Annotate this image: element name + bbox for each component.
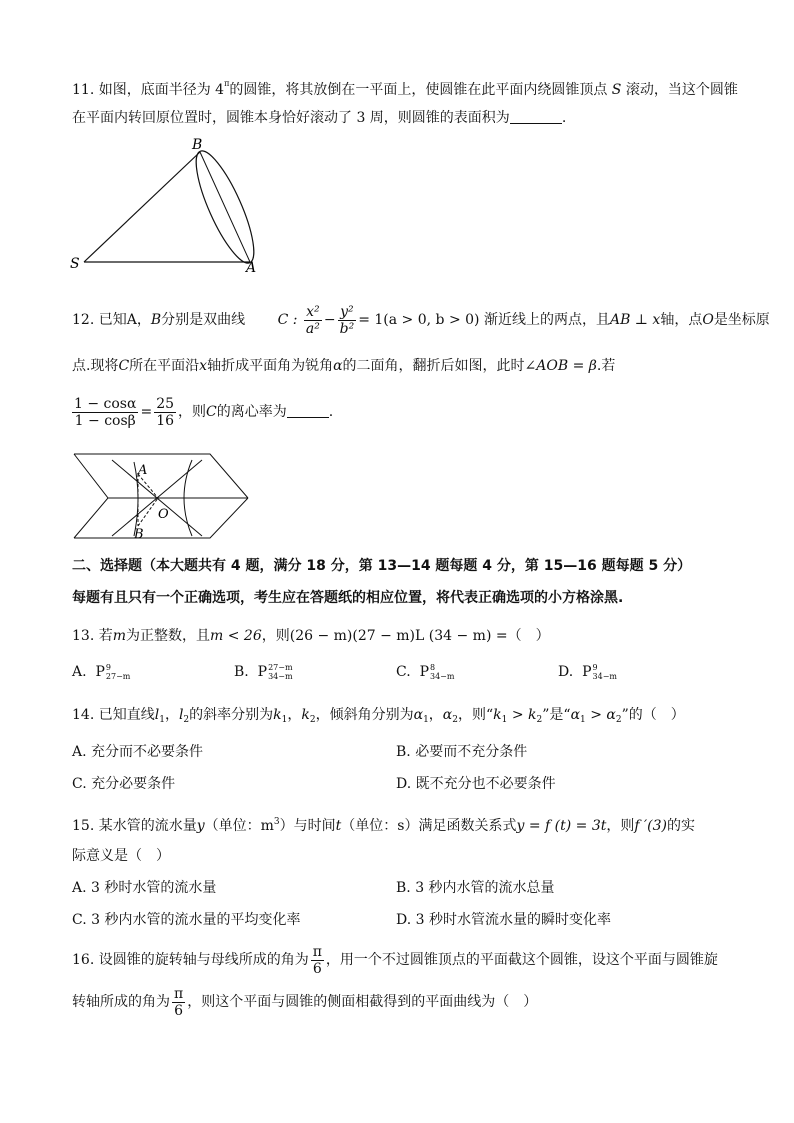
label-b: B — [134, 527, 144, 542]
q12-line3: $\frac{1 - \cos\alpha}{1 - \cos\beta}$ = $\frac{25}{16}$ ，则C的离心率为 . — [74, 395, 334, 429]
x-fraction: $\frac{\text{x²}}{\text{a²}}$ — [305, 303, 320, 337]
q16-stem-line2: 转轴所成的角为 $\frac{\pi}{6}$ ，则这个平面与圆锥的侧面相截得到的平面曲线为（ ） — [72, 985, 538, 1019]
plane-left-fold — [74, 454, 108, 538]
q14-option-a[interactable]: A. 充分而不必要条件 — [72, 744, 204, 760]
hyperbola-figure — [72, 452, 252, 542]
q12-line2: 点.现将C所在平面沿x轴折成平面角为锐角α的二面角，翻折后如图，此时∠AOB = β.若 — [72, 358, 616, 374]
pi-over-6: $\frac{\pi}{6}$ — [312, 943, 322, 977]
q13-stem: 13. 若m为正整数，且m < 26，则(26 − m)(27 − m)L (34 − m) =（ ） — [72, 628, 550, 644]
q14-option-c[interactable]: C. 充分必要条件 — [72, 776, 176, 792]
label-a: A — [138, 463, 148, 478]
q13-option-a[interactable]: A. P 9 27−m — [72, 663, 131, 681]
q15-option-b[interactable]: B. 3 秒内水管的流水总量 — [396, 880, 555, 896]
label-o: O — [158, 507, 169, 522]
cone-figure — [66, 136, 266, 276]
q13-option-c[interactable]: C. P 8 34−m — [396, 663, 455, 681]
q15-option-a[interactable]: A. 3 秒时水管的流水量 — [72, 880, 217, 896]
label-s: S — [70, 256, 80, 272]
section-title: 二、选择题（本大题共有 4 题，满分 18 分，第 13—14 题每题 4 分，第 15—16 题每题 5 分） — [72, 558, 692, 574]
plane-upper — [74, 454, 248, 498]
q11-line2: 在平面内转回原位置时，圆锥本身恰好滚动了 3 周，则圆锥的表面积为 . — [72, 110, 567, 126]
pi-over-6: $\frac{\pi}{6}$ — [174, 985, 184, 1019]
cos-fraction: $\frac{1 - \cos\alpha}{1 - \cos\beta}$ — [74, 395, 137, 429]
ratio-fraction: $\frac{25}{16}$ — [156, 395, 175, 429]
q11-line1: 11. 如图，底面半径为 $4^\pi$的圆锥，将其放倒在一平面上，使圆锥在此平面内绕圆锥顶点 S 滚动，当这个圆锥 — [72, 79, 738, 98]
answer-blank[interactable] — [287, 403, 329, 418]
label-a: A — [246, 260, 257, 276]
q16-stem-line1: 16. 设圆锥的旋转轴与母线所成的角为 $\frac{\pi}{6}$ ，用一个不过圆锥顶点的平面截这个圆锥，设这个平面与圆锥旋 — [72, 943, 718, 977]
q15-option-d[interactable]: D. 3 秒时水管流水量的瞬时变化率 — [396, 912, 611, 928]
q14-option-d[interactable]: D. 既不充分也不必要条件 — [396, 776, 556, 792]
answer-blank[interactable] — [510, 109, 562, 124]
q15-stem-line2: 际意义是（ ） — [72, 848, 170, 864]
cone-edge-sb — [84, 152, 200, 262]
y-fraction: $\frac{\text{y²}}{\text{b²}}$ — [339, 303, 355, 337]
q14-option-b[interactable]: B. 必要而不充分条件 — [396, 744, 528, 760]
label-b: B — [192, 137, 203, 153]
q13-option-d[interactable]: D. P 9 34−m — [558, 663, 617, 681]
q15-option-c[interactable]: C. 3 秒内水管的流水量的平均变化率 — [72, 912, 301, 928]
q14-stem: 14. 已知直线$l_1$，$l_2$的斜率分别为$k_1$，$k_2$，倾斜角分别为$\alpha_1$，$\alpha_2$，则“$k_1 > k_2$”是“$\alpha_1 > \alpha_2$”的（ ） — [72, 707, 685, 725]
section-note: 每题有且只有一个正确选项，考生应在答题纸的相应位置，将代表正确选项的小方格涂黑. — [72, 590, 624, 606]
q13-option-b[interactable]: B. P 27−m 34−m — [234, 663, 293, 681]
q15-stem-line1: 15. 某水管的流水量y（单位：$m^3$）与时间t（单位：s）满足函数关系式y = f (t) = 3t，则f ′(3)的实 — [72, 817, 696, 834]
q12-line1: 12. 已知A，B分别是双曲线 C : $\frac{\text{x²}}{\text{a²}}$ − $\frac{\text{y²}}{\text{b²}}$ = 1(a > 0, b > 0) 渐近线上的两点，且AB ⊥ x轴，点O是坐标原 — [72, 303, 770, 337]
